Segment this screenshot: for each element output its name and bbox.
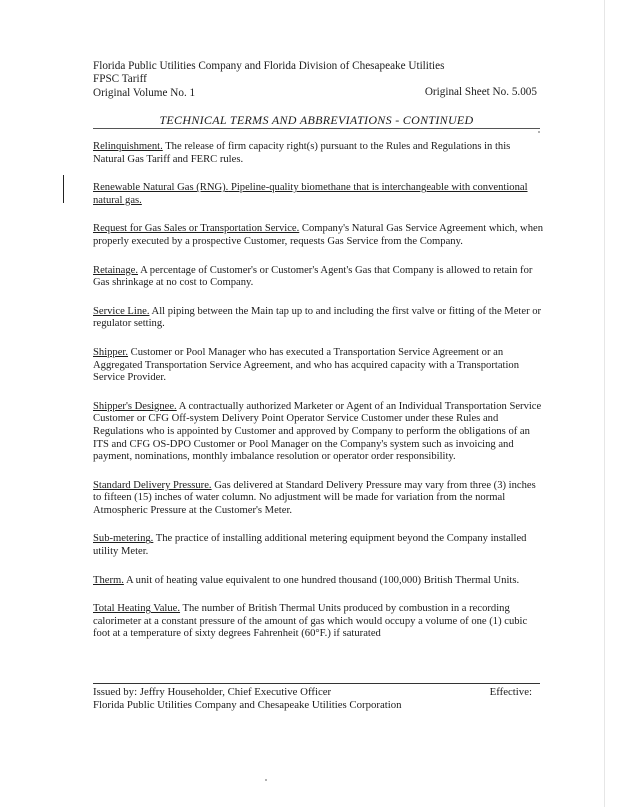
- definition-text: The practice of installing additional metering equipment beyond the Company installed utility Meter.: [93, 533, 527, 558]
- definition-text: The release of firm capacity right(s) pursuant to the Rules and Regulations in this Natural Gas Tariff and FERC rules.: [93, 141, 511, 165]
- header-tariff: FPSC Tariff: [93, 73, 147, 86]
- definition-text: Pipeline-quality biomethane that is interchangeable with conventional natural gas.: [93, 182, 528, 206]
- definition-term: Total Heating Value.: [93, 603, 181, 615]
- scan-speck: [538, 131, 540, 133]
- definition-rng: [93, 182, 543, 207]
- footer-effective: Effective:: [489, 686, 532, 698]
- scan-edge-line: [604, 0, 605, 807]
- revision-bar: [63, 175, 64, 203]
- sheet-number: Original Sheet No. 5.005: [424, 86, 537, 98]
- definition-sub-metering: [93, 533, 543, 558]
- header-volume: Original Volume No. 1: [93, 86, 196, 99]
- tariff-header: [93, 60, 444, 100]
- definition-standard-delivery-pressure: [93, 480, 543, 518]
- scan-speck: [265, 779, 267, 781]
- definition-term: Relinquishment.: [93, 141, 163, 152]
- definition-text: Customer or Pool Manager who has executed a Transportation Service Agreement or an Aggregated Transportation Service Agreement, and who has acquired capacity with a Transportation Service Provider.: [93, 346, 519, 384]
- definition-shippers-designee: [93, 401, 543, 464]
- header-company: Florida Public Utilities Company and Florida Division of Chesapeake Utilities: [93, 60, 445, 72]
- definition-text: A unit of heating value equivalent to one hundred thousand (100,000) British Thermal Units.: [123, 574, 520, 586]
- definition-term: Therm.: [93, 574, 124, 586]
- definition-therm: [93, 575, 543, 588]
- definition-text: Company's Natural Gas Service Agreement which, when properly executed by a prospective Customer, requests Gas Service from the Company.: [93, 223, 543, 247]
- definition-term: Shipper.: [93, 346, 129, 358]
- definition-text: The number of British Thermal Units produced by combustion in a recording calorimeter at a constant pressure of the amount of gas which would occupy a volume of one (1) cubic foot at a temperature of sixty degrees Fahrenheit (60°F.) if saturated: [93, 603, 528, 640]
- definition-term: Shipper's Designee.: [93, 400, 177, 412]
- definition-relinquishment: [93, 141, 543, 166]
- title-rule: [93, 128, 540, 129]
- definition-text: A contractually authorized Marketer or Agent of an Individual Transportation Service Customer or CFG Off-system Delivery Point Operator Service Customer under these Rules and Regulations who is appointed by Customer and approved by Company to perform the obligations of an ITS and CFG OS-DPO Customer or Pool Manager on the Company's system such as invoicing and payment, nominations, monthly imbalance resolution or operator order responsibility.: [93, 400, 542, 463]
- definition-term: Retainage.: [93, 264, 139, 276]
- footer-issued-by: Issued by: Jeffry Householder, Chief Executive Officer: [93, 686, 332, 698]
- definition-request-service: [93, 223, 543, 248]
- definition-retainage: [93, 265, 543, 290]
- footer-company: Florida Public Utilities Company and Chesapeake Utilities Corporation: [93, 699, 402, 712]
- definition-shipper: [93, 347, 543, 385]
- footer-rule: [93, 683, 540, 684]
- definition-term: Standard Delivery Pressure.: [93, 479, 212, 491]
- definition-text: A percentage of Customer's or Customer's Agent's Gas that Company is allowed to retain for Gas shrinkage at no cost to Company.: [93, 264, 533, 289]
- definition-total-heating-value: [93, 603, 543, 641]
- definitions-list: [93, 141, 543, 657]
- definition-term: Request for Gas Sales or Transportation Service.: [93, 223, 300, 235]
- definition-term: Service Line.: [93, 305, 150, 317]
- footer: [93, 686, 402, 713]
- definition-term: Sub-metering.: [93, 533, 154, 545]
- definition-term: Renewable Natural Gas (RNG).: [93, 182, 229, 194]
- definition-text: Gas delivered at Standard Delivery Pressure may vary from three (3) inches to fifteen (15) inches of water column. No adjustment will be made for variation from the normal Atmospheric Pressure at the Customer's Meter.: [93, 479, 536, 516]
- definition-text: All piping between the Main tap up to and including the first valve or fitting of the Meter or regulator setting.: [93, 305, 542, 330]
- section-title: TECHNICAL TERMS AND ABBREVIATIONS - CONTINUED: [159, 113, 474, 127]
- definition-service-line: [93, 306, 543, 331]
